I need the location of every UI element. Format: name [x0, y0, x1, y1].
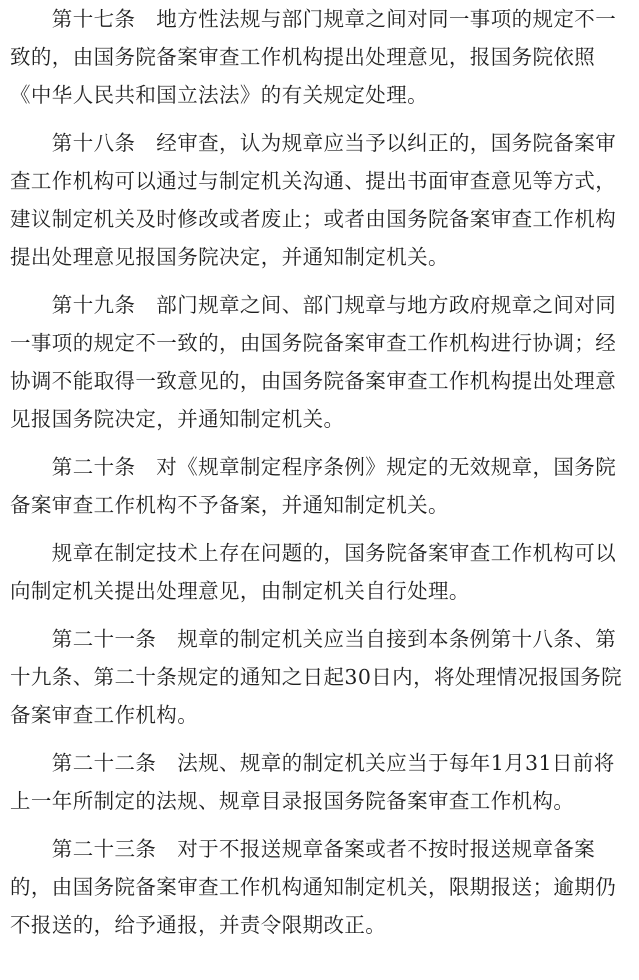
- text-line: 第二十一条 规章的制定机关应当自接到本条例第十八条、第: [10, 627, 617, 651]
- text-line: 向制定机关提出处理意见，由制定机关自行处理。: [10, 579, 470, 603]
- text-line: 不报送的，给予通报，并责令限期改正。: [10, 913, 387, 937]
- text-line: 第二十三条 对于不报送规章备案或者不按时报送规章备案: [10, 837, 596, 861]
- text-line: 《中华人民共和国立法法》的有关规定处理。: [10, 83, 428, 107]
- text-line: 协调不能取得一致意见的，由国务院备案审查工作机构提出处理意: [10, 369, 617, 393]
- text-line: 第十七条 地方性法规与部门规章之间对同一事项的规定不一: [10, 7, 617, 31]
- text-line: 十九条、第二十条规定的通知之日起30日内，将处理情况报国务院: [10, 665, 623, 689]
- article-23-paragraph: [10, 830, 629, 944]
- text-line: 第二十二条 法规、规章的制定机关应当于每年1月31日前将: [10, 751, 615, 775]
- article-17-paragraph: [10, 0, 629, 114]
- text-line: 提出处理意见报国务院决定，并通知制定机关。: [10, 245, 449, 269]
- text-line: 一事项的规定不一致的，由国务院备案审查工作机构进行协调；经: [10, 331, 617, 355]
- text-line: 规章在制定技术上存在问题的，国务院备案审查工作机构可以: [10, 541, 617, 565]
- text-line: 建议制定机关及时修改或者废止；或者由国务院备案审查工作机构: [10, 207, 617, 231]
- text-line: 上一年所制定的法规、规章目录报国务院备案审查工作机构。: [10, 789, 575, 813]
- text-line: 第十九条 部门规章之间、部门规章与地方政府规章之间对同: [10, 293, 617, 317]
- article-20-paragraph: [10, 448, 629, 524]
- text-line: 备案审查工作机构。: [10, 703, 199, 727]
- article-20-second-paragraph: [10, 534, 629, 610]
- text-line: 的，由国务院备案审查工作机构通知制定机关，限期报送；逾期仍: [10, 875, 617, 899]
- article-21-paragraph: [10, 620, 629, 734]
- article-22-paragraph: [10, 744, 629, 820]
- text-line: 第十八条 经审查，认为规章应当予以纠正的，国务院备案审: [10, 131, 617, 155]
- text-line: 见报国务院决定，并通知制定机关。: [10, 407, 345, 431]
- article-19-paragraph: [10, 286, 629, 438]
- text-line: 致的，由国务院备案审查工作机构提出处理意见，报国务院依照: [10, 45, 596, 69]
- text-line: 第二十条 对《规章制定程序条例》规定的无效规章，国务院: [10, 455, 617, 479]
- text-line: 备案审查工作机构不予备案，并通知制定机关。: [10, 493, 449, 517]
- text-line: 查工作机构可以通过与制定机关沟通、提出书面审查意见等方式，: [10, 169, 617, 193]
- article-18-paragraph: [10, 124, 629, 276]
- regulation-document: [10, 0, 629, 944]
